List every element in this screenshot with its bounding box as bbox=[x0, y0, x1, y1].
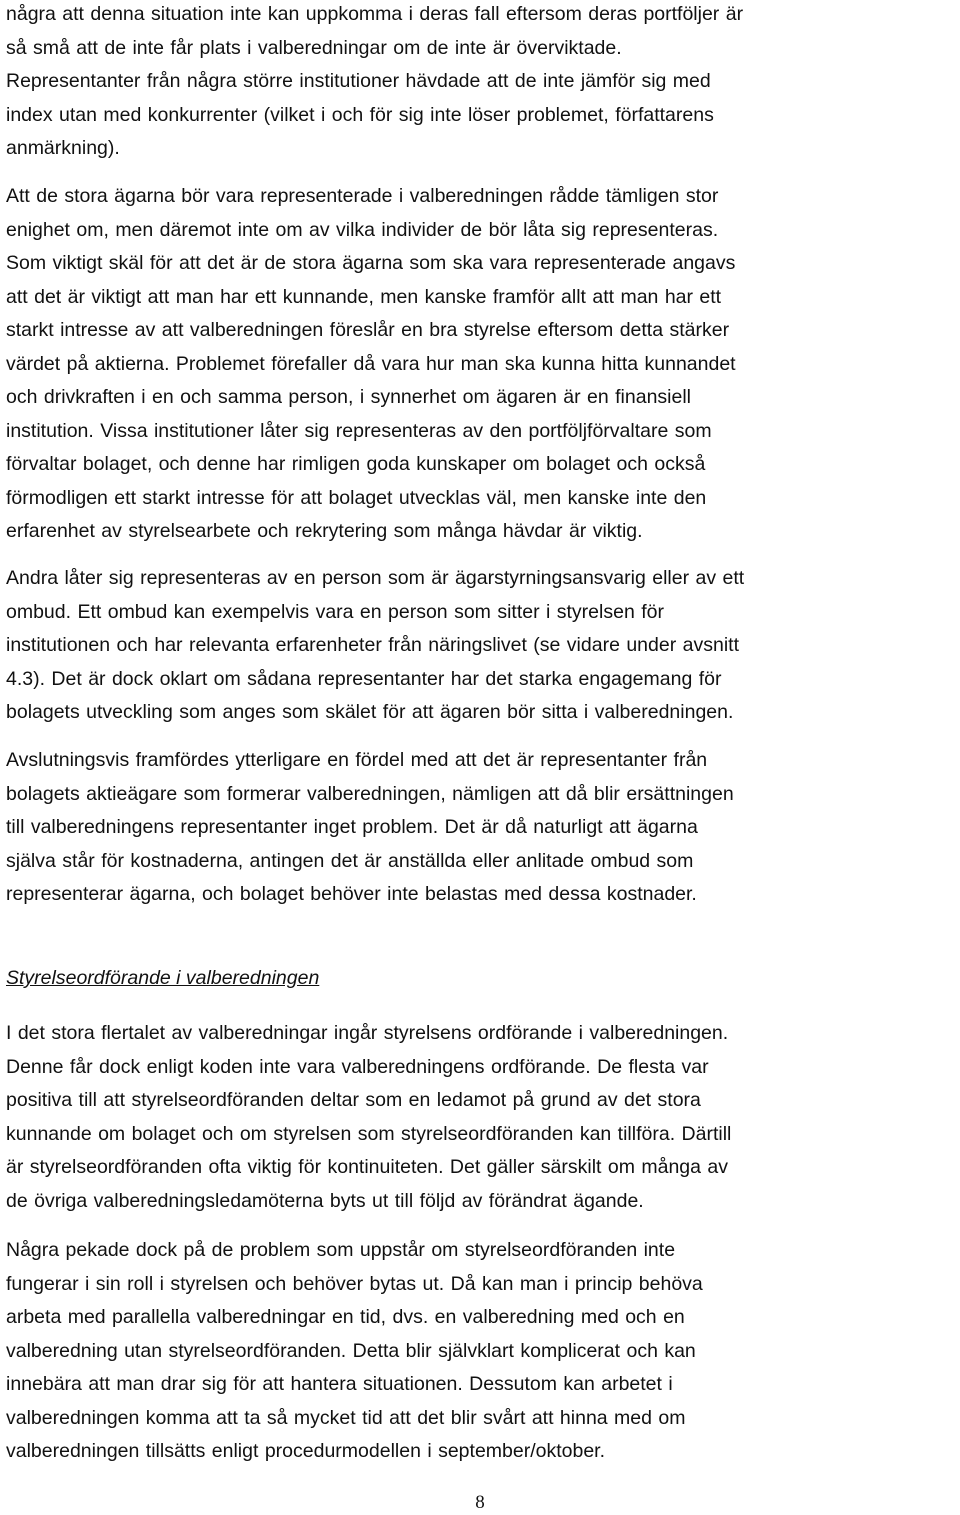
text-line: erfarenhet av styrelsearbete och rekrytering som många hävdar är viktig. bbox=[6, 520, 643, 542]
text-line: bolagets aktieägare som formerar valberedningen, nämligen att då blir ersättningen bbox=[6, 782, 734, 805]
text-line: arbeta med parallella valberedningar en tid, dvs. en valberedning med och en bbox=[6, 1306, 685, 1328]
text-line: Representanter från några större institutioner hävdade att de inte jämför sig med bbox=[6, 70, 711, 92]
text-line: ombud. Ett ombud kan exempelvis vara en person som sitter i styrelsen för bbox=[6, 600, 664, 623]
text-line: så små att de inte får plats i valberedningar om de inte är överviktade. bbox=[6, 36, 622, 59]
section-heading: Styrelseordförande i valberedningen bbox=[6, 967, 320, 989]
page-number: 8 bbox=[475, 1492, 485, 1513]
text-line: själva står för kostnaderna, antingen det är anställda eller anlitade ombud som bbox=[6, 849, 694, 872]
text-line: Några pekade dock på de problem som uppstår om styrelseordföranden inte bbox=[6, 1239, 676, 1261]
text-line: enighet om, men däremot inte om av vilka individer de bör låta sig representeras. bbox=[6, 218, 719, 241]
text-line: Som viktigt skäl för att det är de stora ägarna som ska vara representerade angavs bbox=[6, 252, 736, 274]
text-line: positiva till att styrelseordföranden deltar som en ledamot på grund av det stora bbox=[6, 1089, 701, 1111]
text-line: att det är viktigt att man har ett kunnande, men kanske framför allt att man har ett bbox=[6, 285, 722, 308]
text-line: 4.3). Det är dock oklart om sådana representanter har det starka engagemang för bbox=[6, 667, 722, 690]
text-line: förvaltar bolaget, och denne har rimligen goda kunskaper om bolaget och också bbox=[6, 453, 706, 475]
text-line: index utan med konkurrenter (vilket i och för sig inte löser problemet, författarens bbox=[6, 103, 714, 126]
text-line: kunnande om bolaget och om styrelsen som styrelseordföranden kan tillföra. Därtill bbox=[6, 1122, 732, 1145]
text-line: några att denna situation inte kan uppkomma i deras fall eftersom deras portföljer är bbox=[6, 3, 744, 25]
text-line: anmärkning). bbox=[6, 137, 120, 159]
text-line: I det stora flertalet av valberedningar ingår styrelsens ordförande i valberedningen. bbox=[6, 1022, 729, 1044]
text-line: de övriga valberedningsledamöterna byts ut till följd av förändrat ägande. bbox=[6, 1189, 644, 1212]
text-line: och drivkraften i en och samma person, i synnerhet om ägaren är en finansiell bbox=[6, 386, 692, 408]
text-line: Att de stora ägarna bör vara representerade i valberedningen rådde tämligen stor bbox=[6, 185, 719, 207]
text-line: institutionen och har relevanta erfarenheter från näringslivet (se vidare under avsnitt bbox=[6, 634, 739, 656]
text-line: starkt intresse av att valberedningen föreslår en bra styrelse eftersom detta stärker bbox=[6, 319, 730, 341]
text-line: värdet på aktierna. Problemet förefaller då vara hur man ska kunna hitta kunnandet bbox=[6, 352, 736, 375]
text-line: Avslutningsvis framfördes ytterligare en fördel med att det är representanter från bbox=[6, 749, 708, 771]
text-line: innebära att man drar sig för att hantera situationen. Dessutom kan arbetet i bbox=[6, 1373, 673, 1395]
text-line: Andra låter sig representeras av en person som är ägarstyrningsansvarig eller av ett bbox=[6, 567, 745, 589]
text-line: förmodligen ett starkt intresse för att bolaget utvecklas väl, men kanske inte den bbox=[6, 486, 707, 509]
text-line: valberedning utan styrelseordföranden. Detta blir självklart komplicerat och kan bbox=[6, 1339, 696, 1362]
paragraph-2 bbox=[6, 180, 954, 549]
text-line: Denne får dock enligt koden inte vara valberedningens ordförande. De flesta var bbox=[6, 1055, 709, 1078]
paragraph-6 bbox=[6, 1234, 954, 1469]
text-line: fungerar i sin roll i styrelsen och behöver bytas ut. Då kan man i princip behöva bbox=[6, 1272, 703, 1295]
text-line: valberedningen komma att ta så mycket tid att det blir svårt att hinna med om bbox=[6, 1406, 686, 1429]
paragraph-1 bbox=[6, 0, 954, 166]
paragraph-3 bbox=[6, 562, 954, 730]
text-line: bolagets utveckling som anges som skälet för att ägaren bör sitta i valberedningen. bbox=[6, 701, 734, 723]
text-line: valberedningen tillsätts enligt procedurmodellen i september/oktober. bbox=[6, 1440, 606, 1462]
paragraph-5 bbox=[6, 1017, 954, 1218]
text-line: är styrelseordföranden ofta viktig för kontinuiteten. Det gäller särskilt om många av bbox=[6, 1156, 729, 1178]
paragraph-4 bbox=[6, 744, 954, 912]
text-line: institution. Vissa institutioner låter sig representeras av den portföljförvaltare som bbox=[6, 419, 712, 442]
text-line: representerar ägarna, och bolaget behöver inte belastas med dessa kostnader. bbox=[6, 883, 697, 905]
text-line: till valberedningens representanter inget problem. Det är då naturligt att ägarna bbox=[6, 816, 698, 838]
